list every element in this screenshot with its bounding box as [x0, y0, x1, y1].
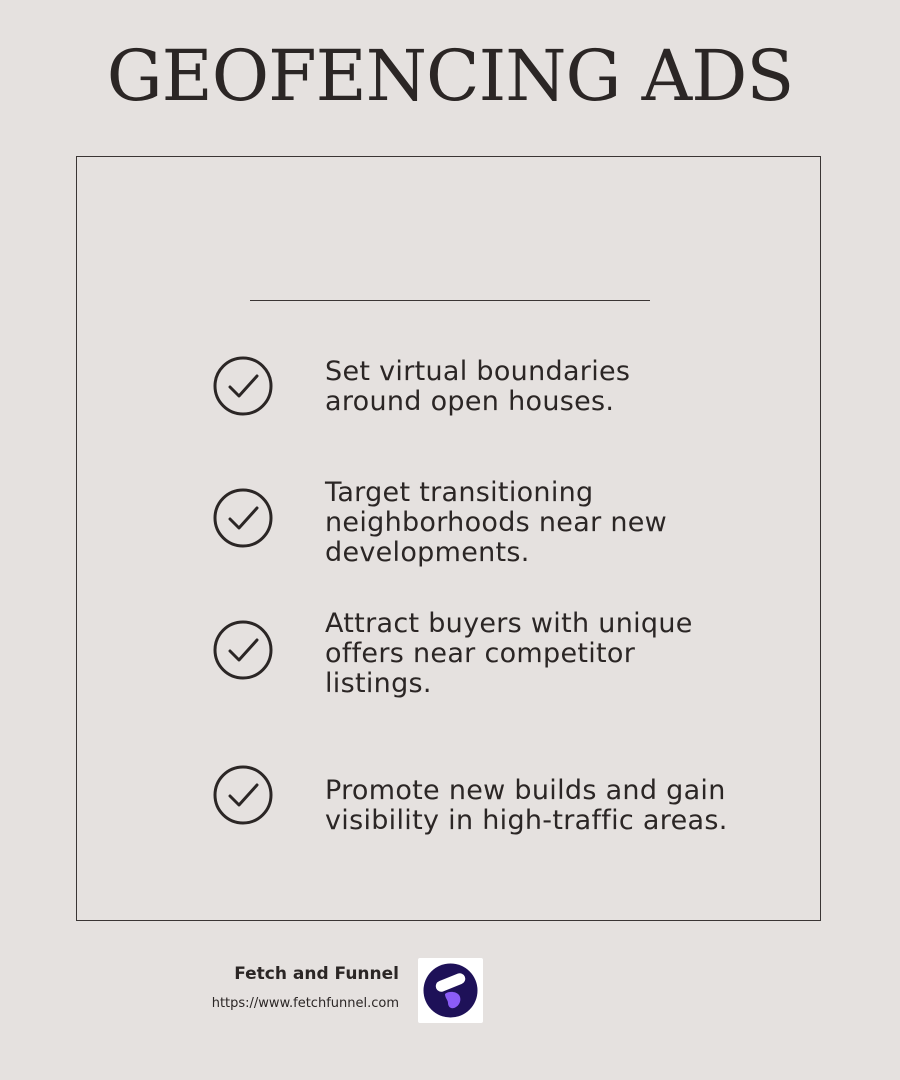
brand-url-link[interactable]: https://www.fetchfunnel.com	[211, 996, 399, 1011]
brand-name: Fetch and Funnel	[234, 964, 399, 984]
check-circle-icon	[213, 765, 273, 825]
feature-text: Attract buyers with unique offers near competitor listings.	[325, 608, 693, 699]
feature-text: Set virtual boundaries around open houses.	[325, 356, 631, 417]
check-circle-icon	[213, 356, 273, 416]
page-title: GEOFENCING ADS	[106, 35, 794, 117]
check-circle-icon	[213, 488, 273, 548]
feature-text: Target transitioning neighborhoods near new developments.	[325, 477, 668, 568]
feature-text: Promote new builds and gain visibility in high-traffic areas.	[325, 775, 728, 836]
divider-line	[250, 300, 650, 301]
check-circle-icon	[213, 620, 273, 680]
fetch-funnel-logo-icon	[418, 958, 483, 1023]
